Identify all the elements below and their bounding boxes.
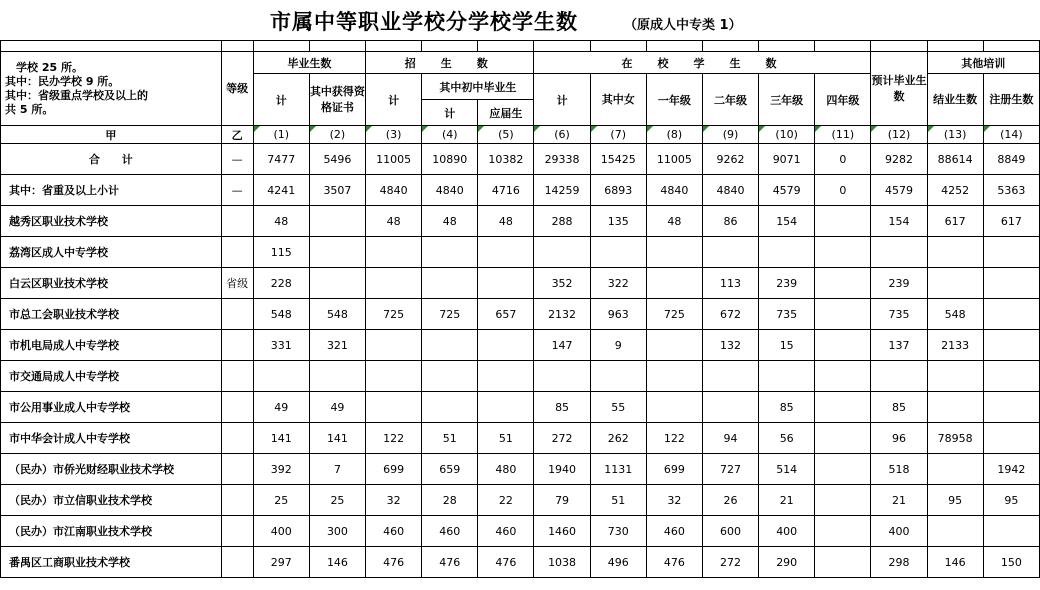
data-cell[interactable]: 5363 xyxy=(983,175,1039,206)
data-cell[interactable]: 122 xyxy=(646,423,702,454)
data-cell[interactable]: 400 xyxy=(871,516,927,547)
row-grade[interactable]: — xyxy=(221,175,253,206)
index-cell[interactable]: (2) xyxy=(309,126,365,144)
data-cell[interactable]: 10382 xyxy=(478,144,534,175)
data-cell[interactable]: 95 xyxy=(983,485,1039,516)
data-cell[interactable]: 963 xyxy=(590,299,646,330)
data-cell[interactable]: 1942 xyxy=(983,454,1039,485)
data-cell[interactable]: 476 xyxy=(646,547,702,578)
data-cell[interactable]: 11005 xyxy=(646,144,702,175)
header-registered[interactable]: 注册生数 xyxy=(983,74,1039,126)
table-row xyxy=(1,268,1040,299)
data-cell[interactable]: 51 xyxy=(478,423,534,454)
data-cell[interactable]: 0 xyxy=(815,144,871,175)
index-cell[interactable]: (4) xyxy=(422,126,478,144)
data-cell[interactable]: 4840 xyxy=(422,175,478,206)
data-cell[interactable]: 78958 xyxy=(927,423,983,454)
data-cell[interactable] xyxy=(366,237,422,268)
index-cell[interactable]: (11) xyxy=(815,126,871,144)
table-row xyxy=(1,516,1040,547)
data-cell[interactable]: 113 xyxy=(702,268,758,299)
data-cell[interactable] xyxy=(478,268,534,299)
row-grade[interactable] xyxy=(221,547,253,578)
index-cell[interactable]: (6) xyxy=(534,126,590,144)
table-row xyxy=(1,423,1040,454)
data-cell[interactable] xyxy=(983,299,1039,330)
data-cell[interactable]: 48 xyxy=(478,206,534,237)
index-cell[interactable]: 乙 xyxy=(221,126,253,144)
data-cell[interactable]: 4840 xyxy=(366,175,422,206)
header-expected-graduates[interactable]: 预计毕业生数 xyxy=(871,52,927,126)
data-cell[interactable] xyxy=(815,299,871,330)
data-cell[interactable] xyxy=(366,330,422,361)
data-cell[interactable]: 4579 xyxy=(759,175,815,206)
data-cell[interactable]: 725 xyxy=(366,299,422,330)
data-cell[interactable]: 15 xyxy=(759,330,815,361)
data-cell[interactable]: 94 xyxy=(702,423,758,454)
page-title: 市属中等职业学校分学校学生数 xyxy=(270,10,578,34)
index-cell[interactable]: (3) xyxy=(366,126,422,144)
data-cell[interactable] xyxy=(646,330,702,361)
header-completed[interactable]: 结业生数 xyxy=(927,74,983,126)
row-label[interactable]: （民办）市江南职业技术学校 xyxy=(1,516,222,547)
data-cell[interactable]: 297 xyxy=(253,547,309,578)
data-cell[interactable]: 95 xyxy=(927,485,983,516)
data-cell[interactable] xyxy=(702,237,758,268)
table-row xyxy=(1,485,1040,516)
index-cell[interactable]: (9) xyxy=(702,126,758,144)
header-other-training[interactable]: 其他培训 xyxy=(927,52,1039,74)
data-cell[interactable] xyxy=(366,268,422,299)
data-cell[interactable]: 657 xyxy=(478,299,534,330)
data-cell[interactable] xyxy=(478,392,534,423)
data-cell[interactable]: 15425 xyxy=(590,144,646,175)
row-label[interactable]: 其中：省重及以上小计 xyxy=(1,175,222,206)
data-cell[interactable] xyxy=(646,361,702,392)
data-cell[interactable]: 548 xyxy=(309,299,365,330)
data-cell[interactable]: 115 xyxy=(253,237,309,268)
header-enroll-junior-current[interactable]: 应届生 xyxy=(478,100,534,126)
data-cell[interactable]: 400 xyxy=(759,516,815,547)
data-cell[interactable]: 518 xyxy=(871,454,927,485)
data-cell[interactable] xyxy=(983,392,1039,423)
data-cell[interactable]: 85 xyxy=(534,392,590,423)
data-cell[interactable]: 6893 xyxy=(590,175,646,206)
page-subtitle: （原成人中专类 1） xyxy=(624,18,742,33)
data-cell[interactable]: 460 xyxy=(478,516,534,547)
data-cell[interactable]: 9282 xyxy=(871,144,927,175)
data-cell[interactable] xyxy=(646,268,702,299)
header-enrolled-total[interactable]: 计 xyxy=(534,74,590,126)
data-cell[interactable]: 496 xyxy=(590,547,646,578)
data-cell[interactable]: 288 xyxy=(534,206,590,237)
data-cell[interactable] xyxy=(590,361,646,392)
data-cell[interactable] xyxy=(927,361,983,392)
row-grade[interactable] xyxy=(221,237,253,268)
data-cell[interactable] xyxy=(815,423,871,454)
data-cell[interactable]: 600 xyxy=(702,516,758,547)
data-cell[interactable] xyxy=(927,454,983,485)
row-grade[interactable] xyxy=(221,454,253,485)
data-cell[interactable]: 4252 xyxy=(927,175,983,206)
data-cell[interactable]: 154 xyxy=(871,206,927,237)
data-cell[interactable]: 147 xyxy=(534,330,590,361)
row-grade[interactable] xyxy=(221,392,253,423)
data-cell[interactable]: 725 xyxy=(422,299,478,330)
data-cell[interactable]: 460 xyxy=(646,516,702,547)
data-cell[interactable] xyxy=(422,330,478,361)
data-cell[interactable] xyxy=(983,516,1039,547)
table-row xyxy=(1,361,1040,392)
table-row xyxy=(1,330,1040,361)
table-row xyxy=(1,299,1040,330)
data-cell[interactable]: 141 xyxy=(253,423,309,454)
row-grade[interactable]: — xyxy=(221,144,253,175)
data-cell[interactable] xyxy=(759,237,815,268)
data-cell[interactable]: 85 xyxy=(759,392,815,423)
data-cell[interactable] xyxy=(927,268,983,299)
data-cell[interactable] xyxy=(590,237,646,268)
data-cell[interactable]: 699 xyxy=(646,454,702,485)
data-cell[interactable] xyxy=(983,268,1039,299)
data-cell[interactable] xyxy=(366,361,422,392)
table-row xyxy=(1,392,1040,423)
row-label[interactable]: 市机电局成人中专学校 xyxy=(1,330,222,361)
row-grade[interactable] xyxy=(221,330,253,361)
data-cell[interactable] xyxy=(983,361,1039,392)
data-cell[interactable]: 735 xyxy=(759,299,815,330)
data-cell[interactable]: 96 xyxy=(871,423,927,454)
data-cell[interactable]: 392 xyxy=(253,454,309,485)
data-cell[interactable]: 699 xyxy=(366,454,422,485)
index-cell[interactable]: 甲 xyxy=(1,126,222,144)
data-cell[interactable]: 21 xyxy=(759,485,815,516)
data-cell[interactable] xyxy=(871,237,927,268)
header-grad-certified[interactable]: 其中获得资格证书 xyxy=(309,74,365,126)
data-cell[interactable]: 331 xyxy=(253,330,309,361)
data-cell[interactable]: 51 xyxy=(422,423,478,454)
data-cell[interactable] xyxy=(646,392,702,423)
header-row-1 xyxy=(1,52,1040,74)
data-cell[interactable]: 32 xyxy=(646,485,702,516)
index-cell[interactable]: (13) xyxy=(927,126,983,144)
data-cell[interactable]: 154 xyxy=(759,206,815,237)
data-cell[interactable] xyxy=(927,237,983,268)
data-cell[interactable]: 11005 xyxy=(366,144,422,175)
header-graduates[interactable]: 毕业生数 xyxy=(253,52,365,74)
data-cell[interactable]: 49 xyxy=(309,392,365,423)
data-cell[interactable]: 7 xyxy=(309,454,365,485)
data-cell[interactable] xyxy=(815,392,871,423)
row-label[interactable]: 白云区职业技术学校 xyxy=(1,268,222,299)
data-cell[interactable] xyxy=(815,206,871,237)
row-grade[interactable] xyxy=(221,516,253,547)
data-cell[interactable]: 476 xyxy=(478,547,534,578)
data-cell[interactable]: 4840 xyxy=(646,175,702,206)
data-cell[interactable]: 321 xyxy=(309,330,365,361)
header-enrollment[interactable]: 招 生 数 xyxy=(366,52,534,74)
data-cell[interactable]: 352 xyxy=(534,268,590,299)
data-cell[interactable]: 725 xyxy=(646,299,702,330)
blank-row xyxy=(1,41,1040,52)
data-cell[interactable]: 48 xyxy=(422,206,478,237)
header-grad-total[interactable]: 计 xyxy=(253,74,309,126)
data-cell[interactable] xyxy=(983,237,1039,268)
data-cell[interactable]: 548 xyxy=(253,299,309,330)
index-cell[interactable]: (1) xyxy=(253,126,309,144)
data-cell[interactable] xyxy=(478,237,534,268)
data-cell[interactable]: 79 xyxy=(534,485,590,516)
data-cell[interactable]: 400 xyxy=(253,516,309,547)
header-grade3[interactable]: 三年级 xyxy=(759,74,815,126)
data-cell[interactable]: 150 xyxy=(983,547,1039,578)
data-cell[interactable]: 9071 xyxy=(759,144,815,175)
data-cell[interactable]: 290 xyxy=(759,547,815,578)
data-cell[interactable]: 272 xyxy=(702,547,758,578)
table-row xyxy=(1,144,1040,175)
data-cell[interactable]: 7477 xyxy=(253,144,309,175)
data-cell[interactable]: 228 xyxy=(253,268,309,299)
data-cell[interactable] xyxy=(309,361,365,392)
data-cell[interactable]: 48 xyxy=(646,206,702,237)
table-row xyxy=(1,206,1040,237)
data-cell[interactable]: 617 xyxy=(927,206,983,237)
data-cell[interactable]: 4716 xyxy=(478,175,534,206)
data-cell[interactable] xyxy=(815,547,871,578)
header-grade4[interactable]: 四年级 xyxy=(815,74,871,126)
data-cell[interactable]: 85 xyxy=(871,392,927,423)
data-cell[interactable]: 122 xyxy=(366,423,422,454)
data-cell[interactable] xyxy=(702,392,758,423)
header-enroll-junior[interactable]: 其中初中毕业生 xyxy=(422,74,534,100)
data-cell[interactable]: 146 xyxy=(309,547,365,578)
data-cell[interactable]: 22 xyxy=(478,485,534,516)
data-cell[interactable]: 514 xyxy=(759,454,815,485)
data-cell[interactable] xyxy=(927,392,983,423)
row-grade[interactable] xyxy=(221,485,253,516)
header-enrolled-students[interactable]: 在 校 学 生 数 xyxy=(534,52,871,74)
row-label[interactable]: （民办）市立信职业技术学校 xyxy=(1,485,222,516)
data-cell[interactable] xyxy=(646,237,702,268)
data-cell[interactable] xyxy=(309,237,365,268)
data-cell[interactable]: 476 xyxy=(366,547,422,578)
data-cell[interactable] xyxy=(983,423,1039,454)
data-cell[interactable] xyxy=(815,268,871,299)
data-cell[interactable]: 239 xyxy=(759,268,815,299)
data-cell[interactable]: 137 xyxy=(871,330,927,361)
data-cell[interactable]: 672 xyxy=(702,299,758,330)
data-cell[interactable] xyxy=(422,237,478,268)
data-cell[interactable]: 460 xyxy=(366,516,422,547)
data-cell[interactable]: 4579 xyxy=(871,175,927,206)
header-grade2[interactable]: 二年级 xyxy=(702,74,758,126)
data-cell[interactable] xyxy=(422,268,478,299)
data-cell[interactable]: 14259 xyxy=(534,175,590,206)
table-row xyxy=(1,547,1040,578)
data-cell[interactable]: 1460 xyxy=(534,516,590,547)
data-cell[interactable] xyxy=(815,516,871,547)
data-cell[interactable] xyxy=(309,206,365,237)
index-cell[interactable]: (5) xyxy=(478,126,534,144)
index-cell[interactable]: (14) xyxy=(983,126,1039,144)
data-cell[interactable] xyxy=(815,361,871,392)
data-cell[interactable]: 4241 xyxy=(253,175,309,206)
data-cell[interactable] xyxy=(815,237,871,268)
school-summary-cell[interactable]: 学校 25 所。 其中：民办学校 9 所。 其中：省级重点学校及以上的 共 5 所。 xyxy=(1,52,222,126)
data-cell[interactable] xyxy=(253,361,309,392)
data-cell[interactable]: 2132 xyxy=(534,299,590,330)
data-cell[interactable]: 48 xyxy=(366,206,422,237)
header-enroll-junior-total[interactable]: 计 xyxy=(422,100,478,126)
index-cell[interactable]: (12) xyxy=(871,126,927,144)
data-cell[interactable]: 480 xyxy=(478,454,534,485)
header-enroll-total[interactable]: 计 xyxy=(366,74,422,126)
data-cell[interactable] xyxy=(422,361,478,392)
data-cell[interactable]: 141 xyxy=(309,423,365,454)
data-cell[interactable]: 56 xyxy=(759,423,815,454)
index-cell[interactable]: (8) xyxy=(646,126,702,144)
row-grade[interactable] xyxy=(221,206,253,237)
data-cell[interactable]: 5496 xyxy=(309,144,365,175)
data-cell[interactable] xyxy=(759,361,815,392)
data-cell[interactable]: 21 xyxy=(871,485,927,516)
data-cell[interactable]: 548 xyxy=(927,299,983,330)
data-cell[interactable]: 25 xyxy=(309,485,365,516)
data-cell[interactable] xyxy=(815,454,871,485)
row-grade[interactable] xyxy=(221,299,253,330)
data-cell[interactable]: 476 xyxy=(422,547,478,578)
data-cell[interactable]: 1038 xyxy=(534,547,590,578)
row-label[interactable]: 番禺区工商职业技术学校 xyxy=(1,547,222,578)
data-cell[interactable]: 730 xyxy=(590,516,646,547)
data-cell[interactable]: 55 xyxy=(590,392,646,423)
header-grade[interactable]: 等级 xyxy=(221,52,253,126)
data-cell[interactable]: 3507 xyxy=(309,175,365,206)
data-cell[interactable] xyxy=(983,330,1039,361)
data-cell[interactable] xyxy=(815,330,871,361)
data-cell[interactable]: 28 xyxy=(422,485,478,516)
data-cell[interactable]: 49 xyxy=(253,392,309,423)
data-cell[interactable]: 659 xyxy=(422,454,478,485)
data-cell[interactable]: 26 xyxy=(702,485,758,516)
data-cell[interactable]: 617 xyxy=(983,206,1039,237)
data-cell[interactable]: 1940 xyxy=(534,454,590,485)
index-cell[interactable]: (7) xyxy=(590,126,646,144)
data-cell[interactable]: 460 xyxy=(422,516,478,547)
table-row xyxy=(1,237,1040,268)
data-cell[interactable]: 25 xyxy=(253,485,309,516)
table-row xyxy=(1,175,1040,206)
data-cell[interactable] xyxy=(534,237,590,268)
data-cell[interactable]: 32 xyxy=(366,485,422,516)
row-label[interactable]: 合 计 xyxy=(1,144,222,175)
data-cell[interactable]: 262 xyxy=(590,423,646,454)
data-cell[interactable]: 86 xyxy=(702,206,758,237)
data-cell[interactable] xyxy=(422,392,478,423)
data-cell[interactable]: 0 xyxy=(815,175,871,206)
row-label[interactable]: 越秀区职业技术学校 xyxy=(1,206,222,237)
row-label[interactable]: （民办）市侨光财经职业技术学校 xyxy=(1,454,222,485)
data-cell[interactable] xyxy=(366,392,422,423)
row-label[interactable]: 市公用事业成人中专学校 xyxy=(1,392,222,423)
row-grade[interactable] xyxy=(221,361,253,392)
data-cell[interactable]: 298 xyxy=(871,547,927,578)
data-cell[interactable] xyxy=(927,516,983,547)
row-label[interactable]: 荔湾区成人中专学校 xyxy=(1,237,222,268)
data-cell[interactable]: 272 xyxy=(534,423,590,454)
index-row xyxy=(1,126,1040,144)
data-cell[interactable] xyxy=(534,361,590,392)
row-grade[interactable]: 省级 xyxy=(221,268,253,299)
data-cell[interactable]: 146 xyxy=(927,547,983,578)
header-enrolled-female[interactable]: 其中女 xyxy=(590,74,646,126)
data-cell[interactable]: 29338 xyxy=(534,144,590,175)
index-cell[interactable]: (10) xyxy=(759,126,815,144)
data-cell[interactable]: 135 xyxy=(590,206,646,237)
data-cell[interactable]: 2133 xyxy=(927,330,983,361)
data-cell[interactable]: 9 xyxy=(590,330,646,361)
row-grade[interactable] xyxy=(221,423,253,454)
data-cell[interactable] xyxy=(309,268,365,299)
data-cell[interactable]: 8849 xyxy=(983,144,1039,175)
data-cell[interactable]: 1131 xyxy=(590,454,646,485)
data-cell[interactable]: 300 xyxy=(309,516,365,547)
data-cell[interactable]: 322 xyxy=(590,268,646,299)
data-cell[interactable]: 9262 xyxy=(702,144,758,175)
data-cell[interactable]: 4840 xyxy=(702,175,758,206)
row-label[interactable]: 市交通局成人中专学校 xyxy=(1,361,222,392)
row-label[interactable]: 市总工会职业技术学校 xyxy=(1,299,222,330)
data-cell[interactable]: 735 xyxy=(871,299,927,330)
data-cell[interactable]: 10890 xyxy=(422,144,478,175)
row-label[interactable]: 市中华会计成人中专学校 xyxy=(1,423,222,454)
data-cell[interactable]: 48 xyxy=(253,206,309,237)
data-cell[interactable]: 88614 xyxy=(927,144,983,175)
data-cell[interactable]: 132 xyxy=(702,330,758,361)
data-cell[interactable] xyxy=(815,485,871,516)
data-cell[interactable] xyxy=(871,361,927,392)
data-cell[interactable]: 239 xyxy=(871,268,927,299)
title-bar xyxy=(0,0,1040,41)
data-cell[interactable]: 727 xyxy=(702,454,758,485)
data-cell[interactable] xyxy=(478,361,534,392)
header-grade1[interactable]: 一年级 xyxy=(646,74,702,126)
student-count-table xyxy=(0,40,1040,578)
table-row xyxy=(1,454,1040,485)
data-cell[interactable]: 51 xyxy=(590,485,646,516)
data-cell[interactable] xyxy=(478,330,534,361)
data-cell[interactable] xyxy=(702,361,758,392)
